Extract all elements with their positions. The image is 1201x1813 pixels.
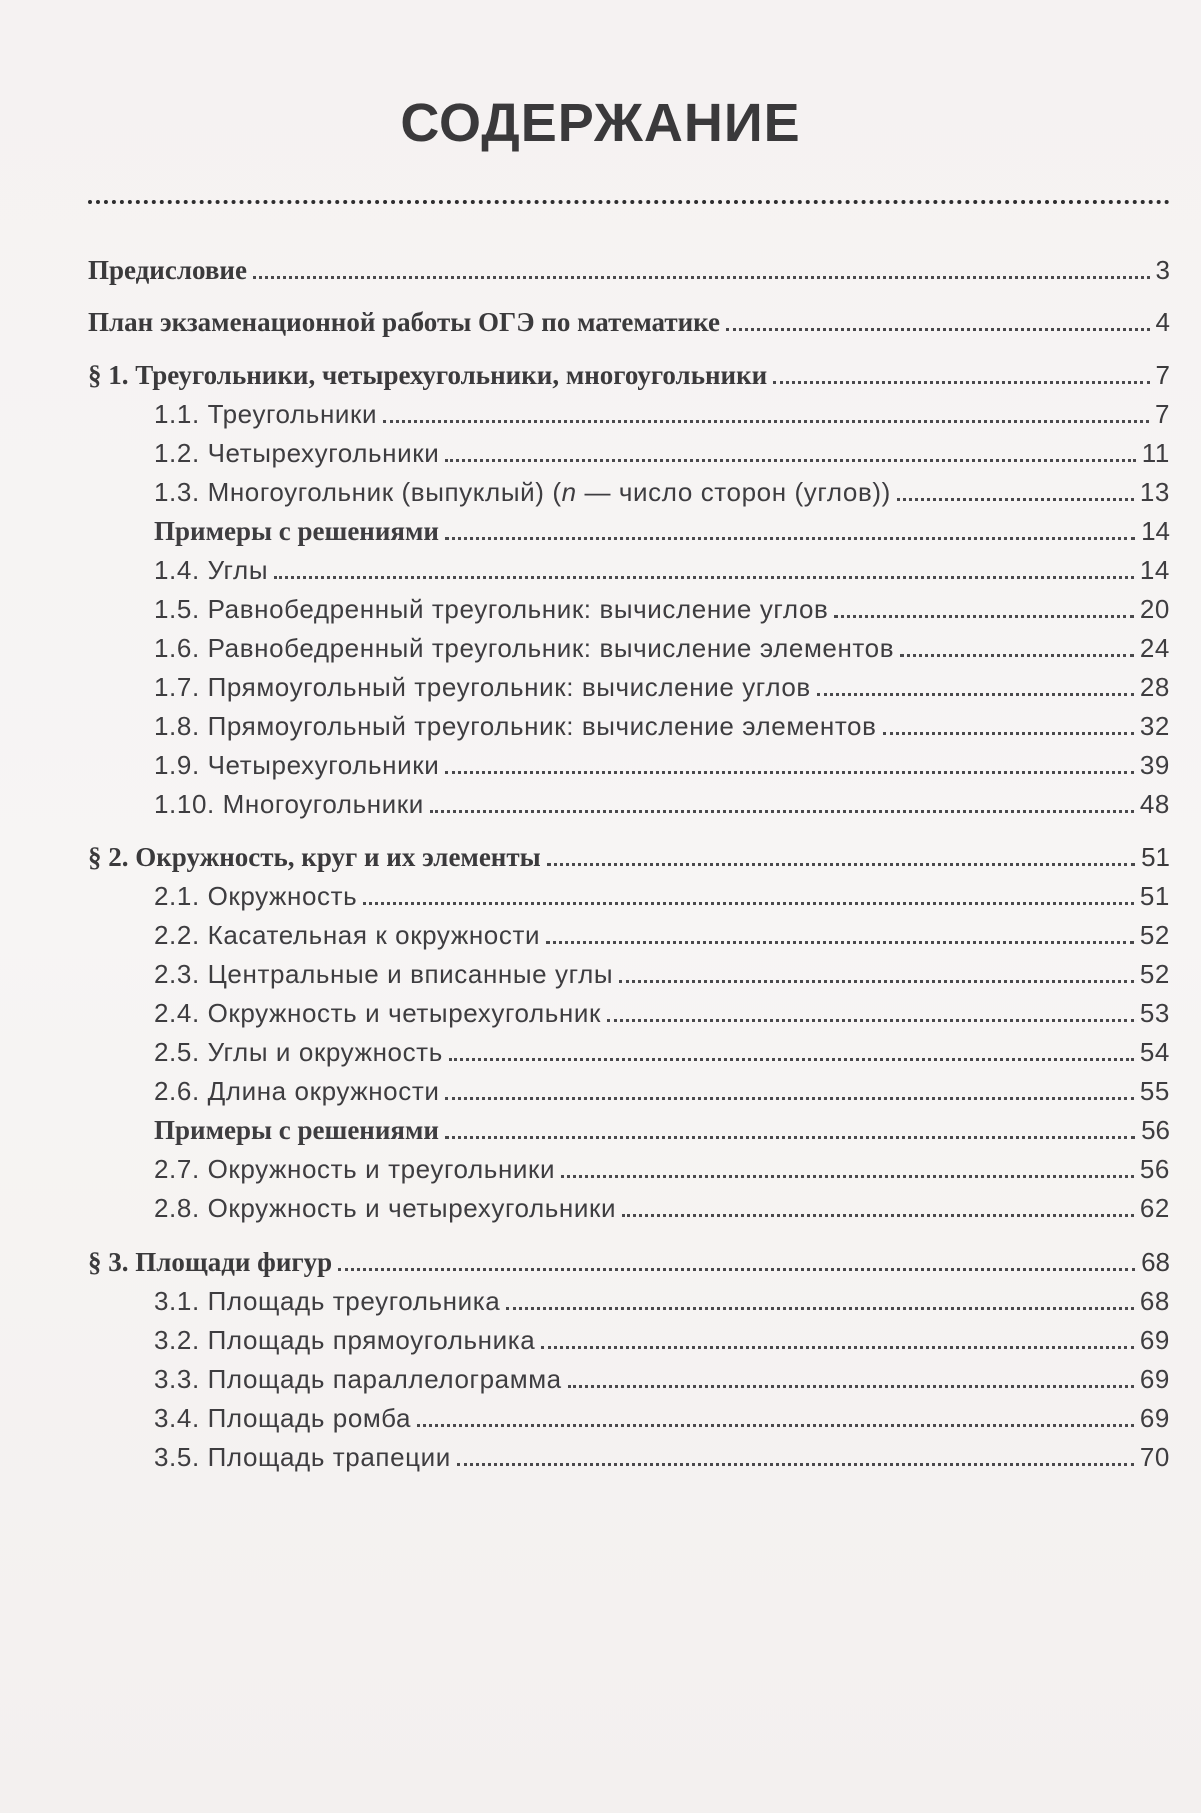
toc-entry-label: 1.6. Равнобедренный треугольник: вычисление элементов bbox=[154, 633, 895, 663]
toc-subsection-entry bbox=[154, 706, 1170, 746]
toc-page-number: 68 bbox=[1139, 1286, 1170, 1316]
toc-subsection-entry bbox=[154, 1281, 1170, 1321]
toc-page-number: 24 bbox=[1139, 633, 1170, 663]
toc-page-number: 14 bbox=[1139, 555, 1170, 585]
toc-subsection-entry bbox=[154, 433, 1170, 473]
toc-entry-label: 2.2. Касательная к окружности bbox=[154, 920, 541, 950]
toc-dot-leader bbox=[445, 459, 1135, 462]
math-variable-n: n bbox=[561, 477, 577, 507]
toc-section-entry bbox=[88, 355, 1170, 395]
toc-subsection-entry bbox=[154, 1071, 1170, 1111]
toc-subsection-entry bbox=[154, 954, 1170, 994]
title-dotted-rule bbox=[88, 200, 1170, 204]
toc-page-number: 20 bbox=[1139, 594, 1170, 624]
toc-entry-label: 1.4. Углы bbox=[154, 555, 269, 585]
toc-dot-leader bbox=[897, 498, 1134, 501]
toc-entry-label: 2.6. Длина окружности bbox=[154, 1076, 440, 1106]
toc-subsection-entry bbox=[154, 550, 1170, 590]
toc-entry-label: 2.8. Окружность и четырехугольники bbox=[154, 1193, 617, 1223]
toc-page-number: 69 bbox=[1139, 1325, 1170, 1355]
toc-page-number: 39 bbox=[1139, 750, 1170, 780]
toc-page-number: 7 bbox=[1154, 399, 1170, 429]
toc-page-number: 3 bbox=[1155, 255, 1170, 285]
toc-subsection-entry bbox=[154, 1359, 1170, 1399]
toc-subsection-entry bbox=[154, 667, 1170, 707]
toc-page-number: 7 bbox=[1155, 360, 1170, 390]
toc-subsection-entry bbox=[154, 784, 1170, 824]
toc-dot-leader bbox=[547, 863, 1135, 866]
toc-dot-leader bbox=[546, 941, 1134, 944]
toc-subsection-entry bbox=[154, 472, 1170, 512]
toc-dot-leader bbox=[561, 1175, 1134, 1178]
toc-entry-label: 3.2. Площадь прямоугольника bbox=[154, 1325, 536, 1355]
toc-dot-leader bbox=[338, 1268, 1135, 1271]
toc-page-number: 70 bbox=[1139, 1442, 1170, 1472]
toc-page-number: 14 bbox=[1141, 516, 1170, 546]
toc-page-number: 11 bbox=[1141, 438, 1170, 468]
toc-page-number: 55 bbox=[1139, 1076, 1170, 1106]
toc-entry-label: § 2. Окружность, круг и их элементы bbox=[88, 842, 541, 872]
toc-page-number: 62 bbox=[1139, 1193, 1170, 1223]
toc-page-number: 52 bbox=[1139, 959, 1170, 989]
toc-page-number: 52 bbox=[1139, 920, 1170, 950]
toc-subsection-entry bbox=[154, 1437, 1170, 1477]
toc-page-number: 68 bbox=[1141, 1247, 1170, 1277]
toc-entry-label: 2.7. Окружность и треугольники bbox=[154, 1154, 556, 1184]
toc-subsection-entry bbox=[154, 915, 1170, 955]
toc-entry-label: 1.7. Прямоугольный треугольник: вычисление углов bbox=[154, 672, 811, 702]
toc-subsection-entry bbox=[154, 511, 1170, 551]
toc-dot-leader bbox=[445, 771, 1134, 774]
toc-entry-label: 3.4. Площадь ромба bbox=[154, 1403, 412, 1433]
toc-dot-leader bbox=[445, 1136, 1135, 1139]
toc-dot-leader bbox=[834, 615, 1133, 618]
toc-page-number: 4 bbox=[1155, 307, 1170, 337]
toc-page-number: 32 bbox=[1139, 711, 1170, 741]
toc-subsection-entry bbox=[154, 1110, 1170, 1150]
toc-dot-leader bbox=[253, 276, 1150, 279]
toc-dot-leader bbox=[417, 1424, 1134, 1427]
toc-page-number: 51 bbox=[1141, 842, 1170, 872]
toc-entry-label: План экзаменационной работы ОГЭ по математике bbox=[88, 307, 721, 337]
toc-dot-leader bbox=[883, 732, 1134, 735]
toc-page-number: 53 bbox=[1139, 998, 1170, 1028]
toc-entry-label: 2.4. Окружность и четырехугольник bbox=[154, 998, 601, 1028]
toc-dot-leader bbox=[726, 328, 1149, 331]
toc-dot-leader bbox=[445, 1097, 1133, 1100]
toc-dot-leader bbox=[607, 1019, 1134, 1022]
toc-subsection-entry bbox=[154, 993, 1170, 1033]
toc-dot-leader bbox=[622, 1214, 1134, 1217]
toc-dot-leader bbox=[274, 576, 1134, 579]
toc-page-number: 69 bbox=[1139, 1403, 1170, 1433]
toc-subsection-entry bbox=[154, 1032, 1170, 1072]
toc-entry-label: 1.3. Многоугольник (выпуклый) (n — число сторон (углов)) bbox=[154, 477, 891, 507]
toc-section-entry bbox=[88, 302, 1170, 342]
toc-dot-leader bbox=[817, 693, 1134, 696]
toc-subsection-entry bbox=[154, 1188, 1170, 1228]
toc-entry-label: 1.2. Четырехугольники bbox=[154, 438, 440, 468]
toc-dot-leader bbox=[619, 980, 1134, 983]
toc-dot-leader bbox=[430, 810, 1134, 813]
toc-page-number: 56 bbox=[1139, 1154, 1170, 1184]
toc-entry-label: § 3. Площади фигур bbox=[88, 1247, 333, 1277]
toc-entry-label: 2.5. Углы и окружность bbox=[154, 1037, 443, 1067]
toc-entry-label: 3.3. Площадь параллелограмма bbox=[154, 1364, 562, 1394]
toc-section-entry bbox=[88, 1242, 1170, 1282]
toc-section-entry bbox=[88, 837, 1170, 877]
toc-dot-leader bbox=[506, 1307, 1134, 1310]
toc-entry-label: 2.1. Окружность bbox=[154, 881, 358, 911]
toc-page-number: 51 bbox=[1139, 881, 1170, 911]
toc-entry-label: Предисловие bbox=[88, 255, 247, 285]
toc-entry-label: Примеры с решениями bbox=[154, 516, 439, 546]
toc-subsection-entry bbox=[154, 745, 1170, 785]
toc-subsection-entry bbox=[154, 394, 1170, 434]
toc-entry-label: 3.5. Площадь трапеции bbox=[154, 1442, 451, 1472]
toc-page-number: 13 bbox=[1139, 477, 1170, 507]
toc-entry-label: 1.1. Треугольники bbox=[154, 399, 378, 429]
toc-subsection-entry bbox=[154, 876, 1170, 916]
toc-dot-leader bbox=[900, 654, 1134, 657]
toc-page-number: 48 bbox=[1139, 789, 1170, 819]
toc-dot-leader bbox=[568, 1385, 1134, 1388]
toc-subsection-entry bbox=[154, 1149, 1170, 1189]
toc-entry-label: 3.1. Площадь треугольника bbox=[154, 1286, 501, 1316]
toc-entry-label: Примеры с решениями bbox=[154, 1115, 439, 1145]
toc-page-number: 28 bbox=[1139, 672, 1170, 702]
toc-subsection-entry bbox=[154, 589, 1170, 629]
toc-entry-label: 1.10. Многоугольники bbox=[154, 789, 424, 819]
toc-dot-leader bbox=[363, 902, 1134, 905]
toc-subsection-entry bbox=[154, 1398, 1170, 1438]
toc-dot-leader bbox=[457, 1463, 1134, 1466]
toc-page-number: 56 bbox=[1141, 1115, 1170, 1145]
toc-entry-label: 1.5. Равнобедренный треугольник: вычисление углов bbox=[154, 594, 829, 624]
toc-subsection-entry bbox=[154, 628, 1170, 668]
toc-entry-label: § 1. Треугольники, четырехугольники, многоугольники bbox=[88, 360, 768, 390]
toc-dot-leader bbox=[445, 537, 1135, 540]
toc-section-entry bbox=[88, 250, 1170, 290]
toc-page-number: 54 bbox=[1139, 1037, 1170, 1067]
toc-entry-label: 2.3. Центральные и вписанные углы bbox=[154, 959, 614, 989]
toc-entry-label: 1.9. Четырехугольники bbox=[154, 750, 440, 780]
page-title: СОДЕРЖАНИЕ bbox=[400, 93, 801, 153]
toc-subsection-entry bbox=[154, 1320, 1170, 1360]
toc-dot-leader bbox=[383, 420, 1149, 423]
toc-page-number: 69 bbox=[1139, 1364, 1170, 1394]
toc-entry-label: 1.8. Прямоугольный треугольник: вычисление элементов bbox=[154, 711, 877, 741]
toc-dot-leader bbox=[773, 381, 1149, 384]
toc-dot-leader bbox=[541, 1346, 1134, 1349]
toc-dot-leader bbox=[449, 1058, 1134, 1061]
